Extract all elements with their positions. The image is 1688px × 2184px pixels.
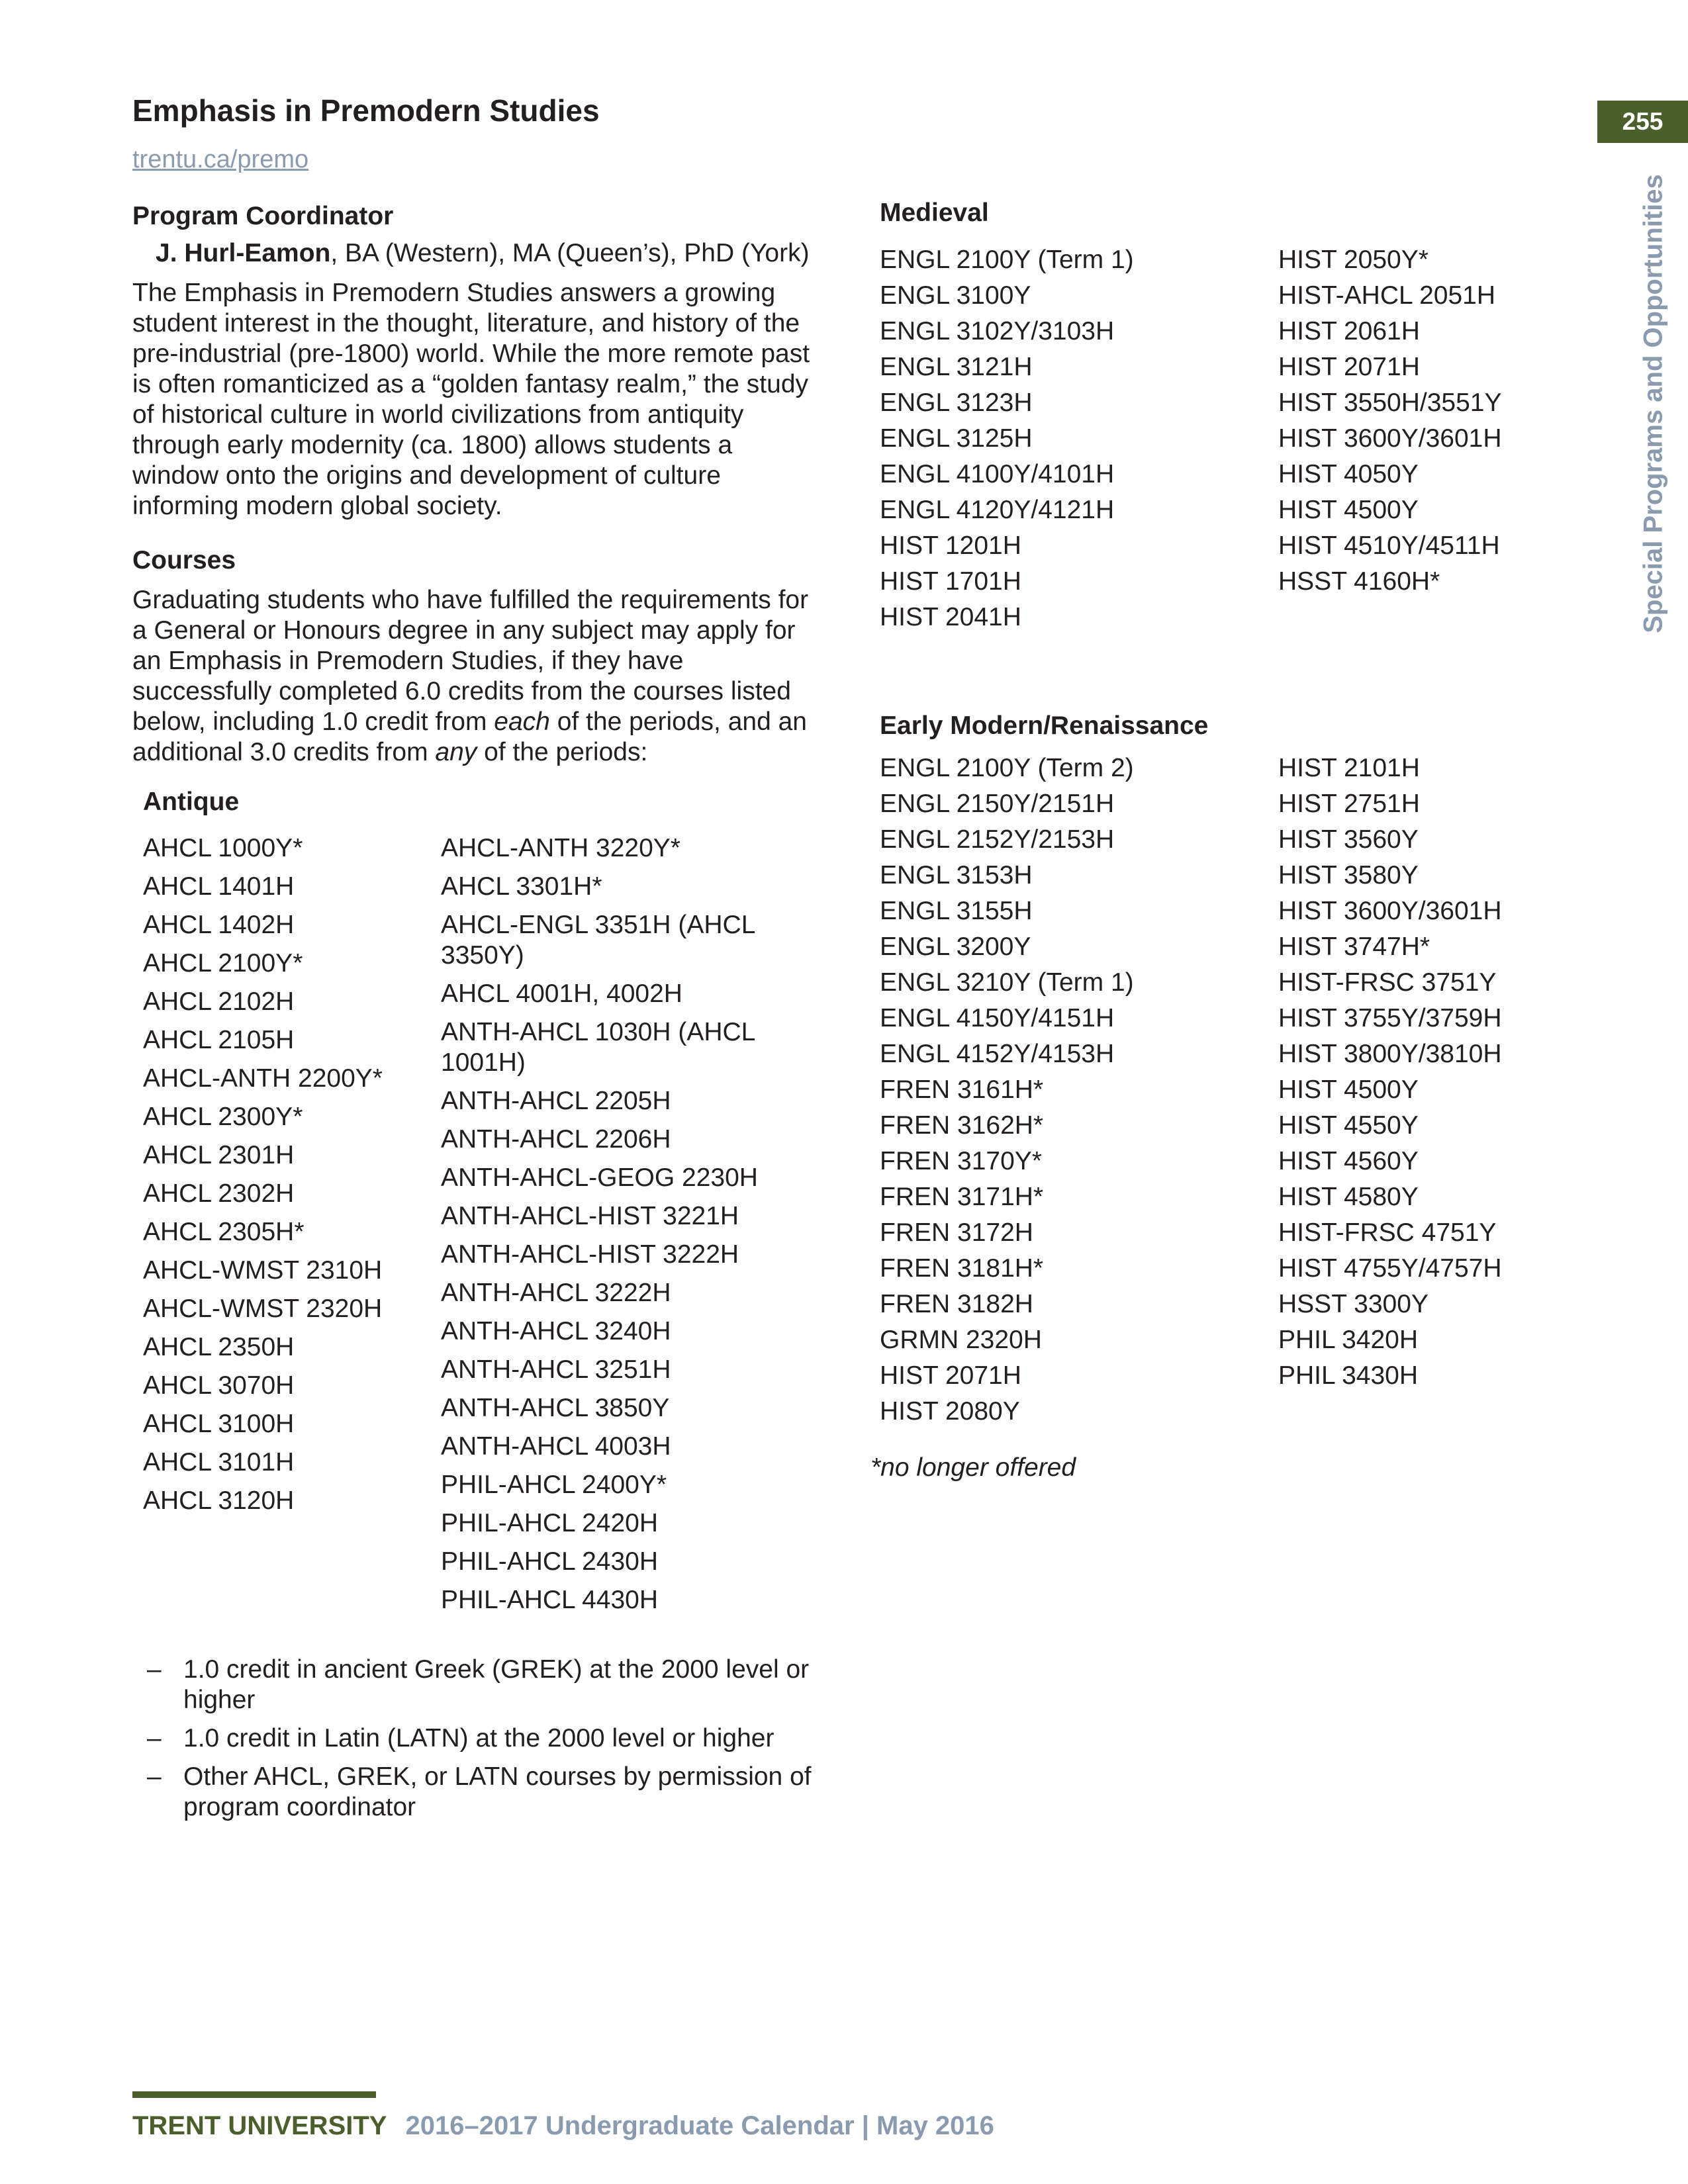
- antique-course-item: ANTH-AHCL 3222H: [441, 1279, 671, 1307]
- early-modern-course-item: HSST 3300Y: [1278, 1290, 1429, 1318]
- antique-course-item: AHCL 4001H, 4002H: [441, 979, 682, 1008]
- antique-list-col2: [441, 829, 812, 1619]
- antique-course-item: ANTH-AHCL 3251H: [441, 1355, 671, 1384]
- coordinator-heading: Program Coordinator: [132, 202, 394, 230]
- early-modern-course-item: HIST 3580Y: [1278, 861, 1419, 889]
- medieval-course-item: HIST 4050Y: [1278, 460, 1419, 488]
- dash-bullet-icon: –: [147, 1655, 162, 1684]
- medieval-course-item: HIST 3600Y/3601H: [1278, 424, 1502, 453]
- coordinator-name: J. Hurl-Eamon: [156, 239, 331, 267]
- intro-paragraph: The Emphasis in Premodern Studies answers a growing student interest in the thought, literature, and history of the pre-industrial (pre-1800) world. While the more remote past is often romanticized as a “golden fantasy realm,” the study of historical culture in world civilizations from antiquity through early modernity (ca. 1800) allows students a window onto the origins and development of culture informing modern global society.: [132, 279, 810, 520]
- antique-course-item: ANTH-AHCL 3850Y: [441, 1394, 670, 1422]
- language-credit-list: [147, 1655, 822, 1831]
- early-modern-course-item: HIST 4580Y: [1278, 1183, 1419, 1211]
- early-modern-course-item: ENGL 2100Y (Term 2): [880, 754, 1134, 782]
- antique-course-item: AHCL-WMST 2320H: [143, 1295, 383, 1323]
- medieval-course-item: ENGL 3102Y/3103H: [880, 317, 1115, 345]
- medieval-course-item: ENGL 4120Y/4121H: [880, 496, 1115, 524]
- early-modern-course-item: HIST 3800Y/3810H: [1278, 1040, 1502, 1068]
- no-longer-offered-note: *no longer offered: [870, 1453, 1076, 1482]
- antique-course-item: AHCL 2301H: [143, 1141, 295, 1169]
- early-modern-course-item: HIST 2071H: [880, 1361, 1021, 1390]
- antique-course-item: AHCL 2302H: [143, 1179, 295, 1208]
- early-modern-course-item: PHIL 3420H: [1278, 1326, 1419, 1354]
- early-modern-course-item: HIST-FRSC 4751Y: [1278, 1218, 1497, 1247]
- language-credit-text: Other AHCL, GREK, or LATN courses by permission of program coordinator: [183, 1762, 812, 1821]
- medieval-course-item: HIST 4500Y: [1278, 496, 1419, 524]
- antique-heading: Antique: [143, 788, 240, 816]
- early-modern-course-item: HIST 4560Y: [1278, 1147, 1419, 1175]
- antique-course-item: AHCL 3070H: [143, 1371, 295, 1400]
- antique-course-item: AHCL 3301H*: [441, 872, 602, 901]
- medieval-course-item: ENGL 2100Y (Term 1): [880, 246, 1134, 274]
- medieval-course-item: HIST-AHCL 2051H: [1278, 281, 1496, 310]
- antique-course-item: PHIL-AHCL 4430H: [441, 1586, 659, 1614]
- language-credit-text: 1.0 credit in Latin (LATN) at the 2000 level or higher: [183, 1724, 774, 1752]
- early-modern-course-item: ENGL 3210Y (Term 1): [880, 968, 1134, 997]
- early-modern-course-item: ENGL 3153H: [880, 861, 1033, 889]
- antique-course-item: PHIL-AHCL 2430H: [441, 1547, 659, 1576]
- early-modern-course-item: FREN 3170Y*: [880, 1147, 1042, 1175]
- medieval-course-item: HIST 1701H: [880, 567, 1021, 596]
- early-modern-heading: Early Modern/Renaissance: [880, 711, 1209, 740]
- early-modern-course-item: FREN 3182H: [880, 1290, 1033, 1318]
- footer-university: TRENT UNIVERSITY: [132, 2111, 387, 2140]
- antique-course-item: ANTH-AHCL 1030H (AHCL 1001H): [441, 1018, 755, 1077]
- courses-text-3: of the periods:: [477, 738, 648, 766]
- early-modern-course-item: ENGL 4152Y/4153H: [880, 1040, 1115, 1068]
- antique-course-item: AHCL 1000Y*: [143, 834, 303, 862]
- page-title: Emphasis in Premodern Studies: [132, 93, 600, 128]
- medieval-course-item: ENGL 3123H: [880, 388, 1033, 417]
- early-modern-course-item: FREN 3181H*: [880, 1254, 1044, 1283]
- antique-list-col1: [143, 829, 434, 1520]
- early-modern-course-item: HIST 3560Y: [1278, 825, 1419, 854]
- early-modern-course-item: HIST 3755Y/3759H: [1278, 1004, 1502, 1032]
- medieval-heading: Medieval: [880, 199, 989, 227]
- medieval-course-item: ENGL 3125H: [880, 424, 1033, 453]
- language-credit-item: [147, 1655, 822, 1715]
- medieval-course-item: HIST 2041H: [880, 603, 1021, 631]
- early-modern-course-item: ENGL 2152Y/2153H: [880, 825, 1115, 854]
- early-modern-course-item: FREN 3162H*: [880, 1111, 1044, 1140]
- courses-text-any: any: [435, 738, 477, 766]
- early-modern-course-item: HIST 4550Y: [1278, 1111, 1419, 1140]
- antique-course-item: ANTH-AHCL 4003H: [441, 1432, 671, 1461]
- antique-course-item: AHCL 2305H*: [143, 1218, 305, 1246]
- early-modern-course-item: ENGL 4150Y/4151H: [880, 1004, 1115, 1032]
- medieval-list-col1: [880, 242, 1264, 635]
- early-modern-course-item: GRMN 2320H: [880, 1326, 1042, 1354]
- antique-course-item: AHCL 2105H: [143, 1026, 295, 1054]
- antique-course-item: ANTH-AHCL 2205H: [441, 1087, 671, 1115]
- antique-course-item: AHCL 2102H: [143, 987, 295, 1016]
- antique-course-item: AHCL 1401H: [143, 872, 295, 901]
- program-url-link[interactable]: trentu.ca/premo: [132, 146, 309, 173]
- antique-course-item: PHIL-AHCL 2400Y*: [441, 1471, 667, 1499]
- medieval-course-item: HIST 4510Y/4511H: [1278, 531, 1500, 560]
- antique-course-item: AHCL 3100H: [143, 1410, 295, 1438]
- early-modern-course-item: HIST 3747H*: [1278, 933, 1430, 961]
- language-credit-item: [147, 1762, 822, 1823]
- antique-course-item: AHCL-WMST 2310H: [143, 1256, 383, 1285]
- antique-course-item: ANTH-AHCL-HIST 3221H: [441, 1202, 739, 1230]
- early-modern-course-item: ENGL 3155H: [880, 897, 1033, 925]
- early-modern-course-item: ENGL 3200Y: [880, 933, 1031, 961]
- courses-paragraph: [132, 585, 821, 768]
- footer: [132, 2111, 994, 2141]
- early-modern-course-item: HIST-FRSC 3751Y: [1278, 968, 1497, 997]
- early-modern-course-item: HIST 2101H: [1278, 754, 1420, 782]
- early-modern-list-col2: [1278, 751, 1576, 1394]
- courses-text-2: of the periods, and an additional 3.0 credits from: [132, 707, 807, 766]
- antique-course-item: AHCL-ANTH 3220Y*: [441, 834, 680, 862]
- antique-course-item: ANTH-AHCL-GEOG 2230H: [441, 1163, 758, 1192]
- early-modern-course-item: ENGL 2150Y/2151H: [880, 790, 1115, 818]
- early-modern-course-item: FREN 3161H*: [880, 1075, 1044, 1104]
- language-credit-item: [147, 1723, 822, 1754]
- courses-text-1: Graduating students who have fulfilled the requirements for a General or Honours degree in any subject may apply for an Emphasis in Premodern Studies, if they have successfully completed 6.0 credits from the courses listed below, including 1.0 credit from: [132, 586, 809, 736]
- coordinator-credentials: , BA (Western), MA (Queen’s), PhD (York): [330, 239, 810, 267]
- medieval-course-item: HIST 3550H/3551Y: [1278, 388, 1502, 417]
- antique-course-item: ANTH-AHCL 2206H: [441, 1125, 671, 1154]
- footer-rule: [132, 2091, 376, 2098]
- medieval-course-item: HIST 2061H: [1278, 317, 1420, 345]
- early-modern-course-item: HIST 4500Y: [1278, 1075, 1419, 1104]
- courses-text-each: each: [494, 707, 550, 736]
- antique-course-item: AHCL 2100Y*: [143, 949, 303, 978]
- footer-calendar: 2016–2017 Undergraduate Calendar | May 2016: [405, 2111, 994, 2140]
- medieval-course-item: HIST 1201H: [880, 531, 1021, 560]
- antique-course-item: AHCL 3120H: [143, 1486, 295, 1515]
- early-modern-course-item: HIST 2751H: [1278, 790, 1420, 818]
- section-side-title-text: Special Programs and Opportunities: [1638, 174, 1668, 633]
- medieval-course-item: HIST 2050Y*: [1278, 246, 1429, 274]
- antique-course-item: AHCL 3101H: [143, 1448, 295, 1477]
- early-modern-course-item: FREN 3171H*: [880, 1183, 1044, 1211]
- antique-course-item: AHCL 2350H: [143, 1333, 295, 1361]
- antique-course-item: ANTH-AHCL-HIST 3222H: [441, 1240, 739, 1269]
- page-number: 255: [1597, 101, 1688, 143]
- antique-course-item: AHCL 1402H: [143, 911, 295, 939]
- coordinator-line: [156, 239, 810, 268]
- antique-course-item: AHCL 2300Y*: [143, 1103, 303, 1131]
- courses-heading: Courses: [132, 546, 236, 574]
- medieval-course-item: ENGL 3121H: [880, 353, 1033, 381]
- early-modern-course-item: HIST 2080Y: [880, 1397, 1020, 1426]
- antique-course-item: ANTH-AHCL 3240H: [441, 1317, 671, 1345]
- antique-course-item: PHIL-AHCL 2420H: [441, 1509, 659, 1537]
- medieval-list-col2: [1278, 242, 1576, 600]
- medieval-course-item: ENGL 3100Y: [880, 281, 1031, 310]
- antique-course-item: AHCL-ANTH 2200Y*: [143, 1064, 383, 1093]
- early-modern-course-item: FREN 3172H: [880, 1218, 1033, 1247]
- dash-bullet-icon: –: [147, 1762, 162, 1791]
- dash-bullet-icon: –: [147, 1724, 162, 1752]
- early-modern-course-item: HIST 4755Y/4757H: [1278, 1254, 1502, 1283]
- section-side-title: [1634, 165, 1673, 642]
- early-modern-list-col1: [880, 751, 1264, 1430]
- medieval-course-item: HIST 2071H: [1278, 353, 1420, 381]
- early-modern-course-item: HIST 3600Y/3601H: [1278, 897, 1502, 925]
- medieval-course-item: ENGL 4100Y/4101H: [880, 460, 1115, 488]
- language-credit-text: 1.0 credit in ancient Greek (GREK) at the 2000 level or higher: [183, 1655, 810, 1714]
- antique-course-item: AHCL-ENGL 3351H (AHCL 3350Y): [441, 911, 755, 970]
- early-modern-course-item: PHIL 3430H: [1278, 1361, 1419, 1390]
- medieval-course-item: HSST 4160H*: [1278, 567, 1440, 596]
